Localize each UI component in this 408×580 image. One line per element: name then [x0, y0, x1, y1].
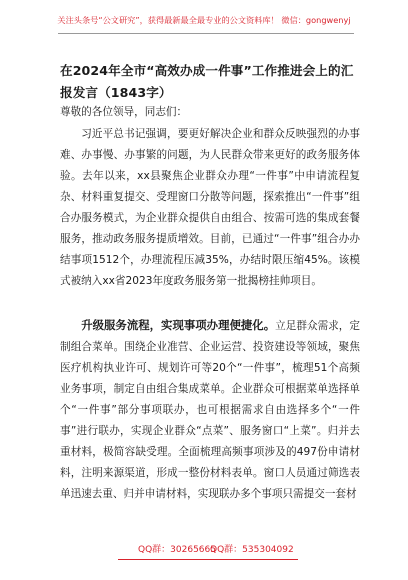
document-title: 在2024年全市“高效办成一件事”工作推进会上的汇报发言（1843字） [60, 63, 354, 100]
footer [0, 541, 408, 559]
paragraph-2-heading: 升级服务流程，实现事项办理便捷化。 [81, 318, 276, 332]
header-divider [58, 33, 354, 34]
footer-qq-group-2: QQ群：535304092 [210, 545, 294, 555]
footer-divider [118, 559, 298, 560]
header-banner: 关注头条号“公文研究”，获得最新最全最专业的公文资料库！ 微信：gongwenyj [57, 15, 351, 25]
paragraph-1: 习近平总书记强调，要更好解决企业和群众反映强烈的办事难、办事慢、办事繁的问题，为人民群众带来更好的政务服务体验。去年以来，xx县聚焦企业群众办理“一件事”中申请流程复杂、材料重复提交、受理窗口分散等问题，探索推出“一件事”组合办服务模式，为企业群众提供自由组合、按需可选的集成套餐服务，推动政务服务提质增效。目前，已通过“一件事”组合办办结事项1512个，办理流程压减35%，办结时限压缩45%。该模式被纳入xx省2023年度政务服务第一批揭榜挂帅项目。 [60, 128, 360, 287]
footer-qq-group-1: QQ群：30265665 [138, 545, 216, 555]
paragraph-2-body: 立足群众需求，定制组合菜单。围绕企业准营、企业运营、投资建设等领域，聚焦医疗机构执业许可、规划许可等20个“一件事”，梳理51个高频业务事项，制定自由组合集成菜单。企业群众可根据菜单选择单个“一件事”部分事项联办，也可根据需求自由选择多个“一件事”进行联办，实现企业群众“点菜”、服务窗口“上菜”。归并去重材料，极简容缺受理。全面梳理高频事项涉及的497份申请材料，注明来源渠道，形成一整份材料表单。窗口人员通过筛选表单迅速去重、归并申请材料，实现联办多个事项只需提交一套材 [60, 320, 360, 500]
salutation: 尊敬的各位领导，同志们： [60, 106, 188, 118]
paragraph-2 [60, 315, 360, 505]
